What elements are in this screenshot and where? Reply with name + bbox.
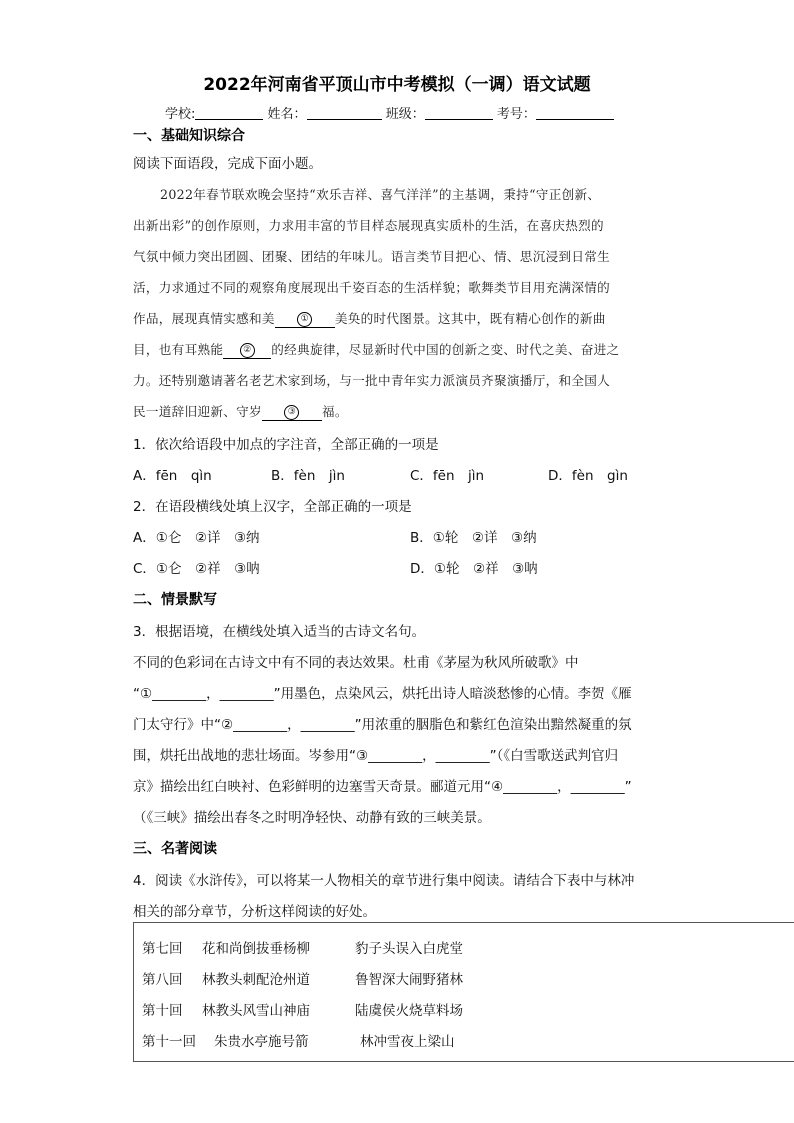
passage-line: 出新出彩”的创作原则，力求用丰富的节目样态展现真实质朴的生活，在喜庆热烈的 [133, 218, 604, 233]
answer-blank-2[interactable] [223, 343, 271, 359]
q3-text-line: （《三峡》描绘出春冬之时明净轻快、动静有致的三峡美景。 [133, 810, 491, 826]
answer-blank-1[interactable] [275, 312, 335, 328]
passage-line: 气氛中倾力突出团圆、团聚、团结的年味儿。语言类节目把心、情、思沉浸到日常生 [133, 249, 611, 264]
chapter-number: 第七回 [142, 941, 183, 957]
circled-number-2: ② [240, 343, 255, 358]
q3-text-line: 围，烘托出战地的悲壮场面。岑参用“③________，________”（《白雪歌送武判官归 [133, 748, 619, 764]
q1-option-a[interactable]: A．fēn qìn [133, 468, 212, 484]
chapter-title-b: 鲁智深大闹野猪林 [355, 972, 463, 988]
chapter-title-a: 林教头风雪山神庙 [202, 1003, 310, 1019]
section-heading-classics: 三、名著阅读 [133, 841, 217, 857]
question-4-stem-cont: 相关的部分章节，分析这样阅读的好处。 [133, 904, 376, 920]
passage-text: 目，也有耳熟能 [133, 342, 224, 357]
chapter-title-b: 林冲雪夜上梁山 [360, 1034, 455, 1050]
reading-instruction: 阅读下面语段，完成下面小题。 [133, 156, 322, 172]
chapter-title-a: 朱贵水亭施号箭 [214, 1034, 309, 1050]
chapter-title-b: 豹子头误入白虎堂 [355, 941, 463, 957]
passage-line [133, 401, 348, 421]
q1-option-b[interactable]: B．fèn jìn [271, 468, 345, 484]
chapter-title-a: 花和尚倒拔垂杨柳 [202, 941, 310, 957]
q3-text-line: 京》描绘出红白映衬、色彩鲜明的边塞雪天奇景。郦道元用“④________，________” [133, 779, 632, 795]
passage-line: 2022年春节联欢晚会坚持“欢乐吉祥、喜气洋洋”的主基调，秉持“守正创新、 [160, 187, 601, 202]
passage-text: 作品，展现真情实感和美 [133, 311, 275, 326]
circled-number-1: ① [297, 312, 312, 327]
passage-line: 力。还特别邀请著名老艺术家到场，与一批中青年实力派演员齐聚演播厅，和全国人 [133, 373, 611, 388]
question-4-stem: 4．阅读《水浒传》，可以将某一人物相关的章节进行集中阅读。请结合下表中与林冲 [133, 873, 635, 889]
chapter-number: 第十一回 [142, 1034, 196, 1050]
q1-option-c[interactable]: C．fēn jìn [410, 468, 485, 484]
passage-text: 民一道辞旧迎新、守岁 [133, 404, 262, 419]
q2-option-a[interactable]: A．①仑 ②详 ③纳 [133, 530, 260, 546]
q1-option-d[interactable]: D．fèn gìn [548, 468, 628, 484]
page-title: 2022年河南省平顶山市中考模拟（一调）语文试题 [203, 75, 591, 95]
exam-number-field[interactable] [536, 107, 614, 120]
class-label: 班级： [385, 107, 425, 122]
passage-text: 的经典旋律，尽显新时代中国的创新之变、时代之美、奋进之 [271, 342, 620, 357]
question-2-stem: 2．在语段横线处填上汉字，全部正确的一项是 [133, 499, 412, 515]
chapter-title-a: 林教头刺配沧州道 [202, 972, 310, 988]
chapter-title-b: 陆虞侯火烧草料场 [355, 1003, 463, 1019]
table-row [142, 968, 463, 988]
circled-number-3: ③ [284, 405, 299, 420]
passage-text: 福。 [321, 404, 348, 419]
chapter-table [133, 922, 794, 1062]
school-label: 学校: [165, 107, 196, 122]
question-1-stem: 1．依次给语段中加点的字注音，全部正确的一项是 [133, 437, 439, 453]
name-label: 姓名： [267, 107, 307, 122]
passage-line [133, 308, 606, 328]
chapter-number: 第八回 [142, 972, 183, 988]
table-row [142, 999, 463, 1019]
question-3-stem: 3．根据语境，在横线处填入适当的古诗文名句。 [133, 624, 426, 640]
q3-text-line: “①________，________”用墨色，点染风云，烘托出诗人暗淡愁惨的心情。李贺《雁 [133, 686, 632, 702]
q2-option-d[interactable]: D．①轮 ②祥 ③呐 [410, 561, 538, 577]
passage-line [133, 339, 619, 359]
passage-line: 活，力求通过不同的观察角度展现出千姿百态的生活样貌；歌舞类节目用充满深情的 [133, 280, 611, 295]
section-heading-recitation: 二、情景默写 [133, 592, 217, 608]
chapter-number: 第十回 [142, 1003, 183, 1019]
section-heading-basics: 一、基础知识综合 [133, 128, 245, 144]
q2-option-b[interactable]: B．①轮 ②详 ③纳 [410, 530, 537, 546]
q3-text-line: 不同的色彩词在古诗文中有不同的表达效果。杜甫《茅屋为秋风所破歌》中 [133, 655, 579, 671]
q2-option-c[interactable]: C．①仑 ②祥 ③呐 [133, 561, 260, 577]
school-field[interactable] [195, 107, 263, 120]
student-info-line [165, 103, 614, 122]
class-field[interactable] [425, 107, 493, 120]
passage-text: 美奂的时代图景。这其中，既有精心创作的新曲 [334, 311, 606, 326]
exam-number-label: 考号： [496, 107, 536, 122]
q3-text-line: 门太守行》中“②________，________”用浓重的胭脂色和紫红色渲染出黯然凝重的氛 [133, 717, 632, 733]
table-row [142, 1030, 455, 1050]
answer-blank-3[interactable] [262, 405, 322, 421]
name-field[interactable] [307, 107, 382, 120]
table-row [142, 937, 463, 957]
